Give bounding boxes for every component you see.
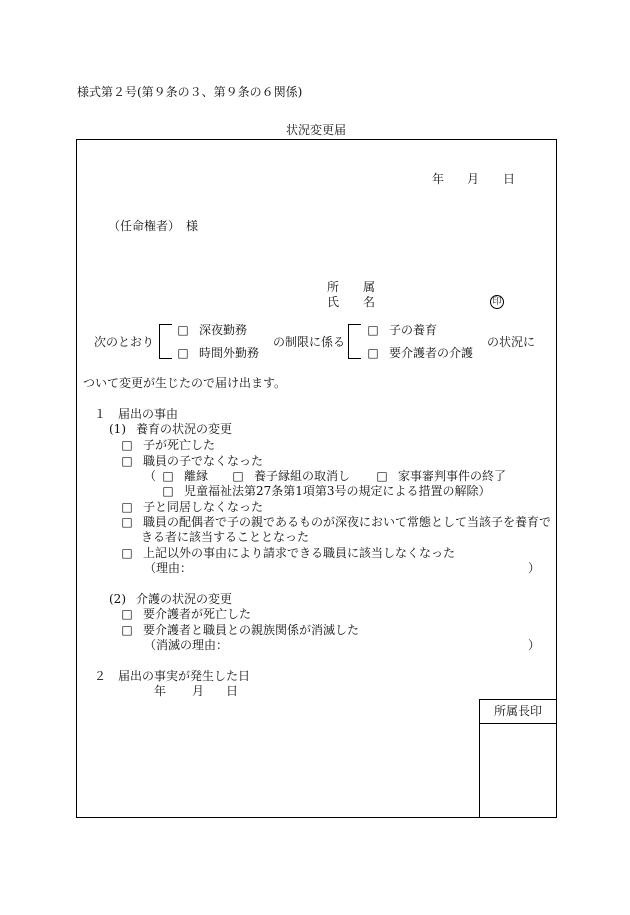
option-overtime-work: [177, 346, 259, 360]
detail-open-paren: （: [144, 469, 157, 483]
checkbox-overtime-work[interactable]: □: [177, 346, 189, 360]
item-label: 職員の配偶者で子の親であるものが深夜において常態として当該子を養育で: [143, 515, 552, 529]
detail-option-child-welfare: [162, 484, 491, 498]
checkbox-child-welfare[interactable]: □: [162, 484, 174, 498]
occurrence-heading: ２ 届出の事実が発生した日: [94, 669, 251, 683]
list-item-care-recipient-died: [121, 607, 251, 621]
option-label: 深夜勤務: [199, 323, 248, 337]
list-item-other-reason: [121, 546, 455, 560]
occurrence-year-field[interactable]: [117, 684, 152, 698]
right-bracket: [348, 324, 361, 359]
addressee: （任命権者） 様: [108, 219, 199, 233]
approval-stamp-box: [479, 699, 556, 817]
form-frame: [76, 139, 557, 818]
checkbox-adoption-cancel[interactable]: □: [232, 469, 244, 483]
checkbox-family-court[interactable]: □: [376, 469, 388, 483]
option-label: 子の養育: [389, 323, 438, 337]
name-label: 氏 名: [327, 295, 376, 309]
checkbox-care-recipient-died[interactable]: □: [121, 607, 133, 621]
list-item-not-cohabiting: [121, 500, 263, 514]
list-item-spouse-can-care: [121, 515, 551, 529]
checkbox-not-cohabiting[interactable]: □: [121, 500, 133, 514]
submission-month-field[interactable]: [446, 172, 465, 186]
affiliation-field[interactable]: [377, 280, 537, 294]
extinction-reason-label: （消滅の理由：: [144, 638, 229, 652]
list-item-no-longer-child: [121, 454, 263, 468]
approval-stamp-label: 所属長印: [480, 700, 556, 724]
item-label: 上記以外の事由により請求できる職員に該当しなくなった: [143, 546, 456, 560]
checkbox-childcare[interactable]: □: [367, 323, 379, 337]
detail-label: 児童福祉法第27条第1項第3号の規定による措置の解除）: [184, 484, 491, 498]
list-item-relationship-ended: [121, 623, 359, 637]
left-bracket: [159, 324, 172, 359]
submission-month-unit: 月: [467, 172, 480, 186]
reason-field[interactable]: [202, 561, 522, 575]
submission-year-unit: 年: [432, 172, 445, 186]
option-label: 要介護者の介護: [389, 346, 474, 360]
checkbox-caregiving[interactable]: □: [367, 346, 379, 360]
checkbox-spouse-can-care[interactable]: □: [121, 515, 133, 529]
form-title: 状況変更届: [285, 123, 346, 137]
item-label: 要介護者と職員との親族関係が消滅した: [143, 623, 360, 637]
detail-label: 家事審判事件の終了: [398, 469, 507, 483]
occurrence-day-unit: 日: [226, 684, 239, 698]
submission-day-field[interactable]: [481, 172, 501, 186]
affiliation-label: 所 属: [327, 280, 376, 294]
caregiving-heading: 介護の状況の変更: [136, 592, 233, 606]
occurrence-year-unit: 年: [154, 684, 167, 698]
list-item-child-died: [121, 438, 215, 452]
item-label: 要介護者が死亡した: [143, 607, 252, 621]
intro-suffix: の状況に: [487, 335, 536, 349]
item-label: 職員の子でなくなった: [143, 454, 264, 468]
submission-day-unit: 日: [503, 172, 516, 186]
approval-stamp-area[interactable]: [480, 724, 556, 817]
submission-year-field[interactable]: [377, 172, 429, 186]
option-label: 時間外勤務: [199, 346, 260, 360]
extinction-reason-field[interactable]: [227, 638, 522, 652]
reason-label: （理由：: [144, 561, 193, 575]
name-field[interactable]: [377, 295, 485, 309]
detail-option-family-court: [376, 469, 506, 483]
intro-prefix: 次のとおり: [94, 335, 155, 349]
reasons-heading: １ 届出の事由: [94, 407, 179, 421]
option-caregiving: [367, 346, 473, 360]
option-childcare: [367, 323, 437, 337]
extinction-reason-close-paren: ）: [528, 638, 541, 652]
checkbox-relationship-ended[interactable]: □: [121, 623, 133, 637]
reason-close-paren: ）: [528, 561, 541, 575]
checkbox-other-reason[interactable]: □: [121, 546, 133, 560]
option-late-night-work: [177, 323, 247, 337]
item-label: 子と同居しなくなった: [143, 500, 264, 514]
caregiving-number: (2): [109, 592, 126, 606]
detail-option-adoption-cancel: [232, 469, 350, 483]
checkbox-dissolution[interactable]: □: [162, 469, 174, 483]
occurrence-day-field[interactable]: [206, 684, 224, 698]
detail-option-dissolution: [162, 469, 208, 483]
intro-continuation: ついて変更が生じたので届け出ます。: [83, 376, 287, 390]
childcare-heading: 養育の状況の変更: [136, 422, 233, 436]
detail-label: 養子縁組の取消し: [254, 469, 351, 483]
occurrence-month-unit: 月: [192, 684, 205, 698]
item-label: 子が死亡した: [143, 438, 216, 452]
intro-connector: の制限に係る: [273, 335, 346, 349]
occurrence-month-field[interactable]: [168, 684, 190, 698]
childcare-number: (1): [109, 422, 126, 436]
item-label-continuation: きる者に該当することとなった: [141, 530, 310, 544]
form-number: 様式第２号(第９条の３、第９条の６関係): [77, 85, 303, 99]
checkbox-child-died[interactable]: □: [121, 438, 133, 452]
seal-mark: 印: [490, 295, 504, 309]
detail-label: 離縁: [184, 469, 209, 483]
checkbox-no-longer-child[interactable]: □: [121, 454, 133, 468]
checkbox-late-night-work[interactable]: □: [177, 323, 189, 337]
